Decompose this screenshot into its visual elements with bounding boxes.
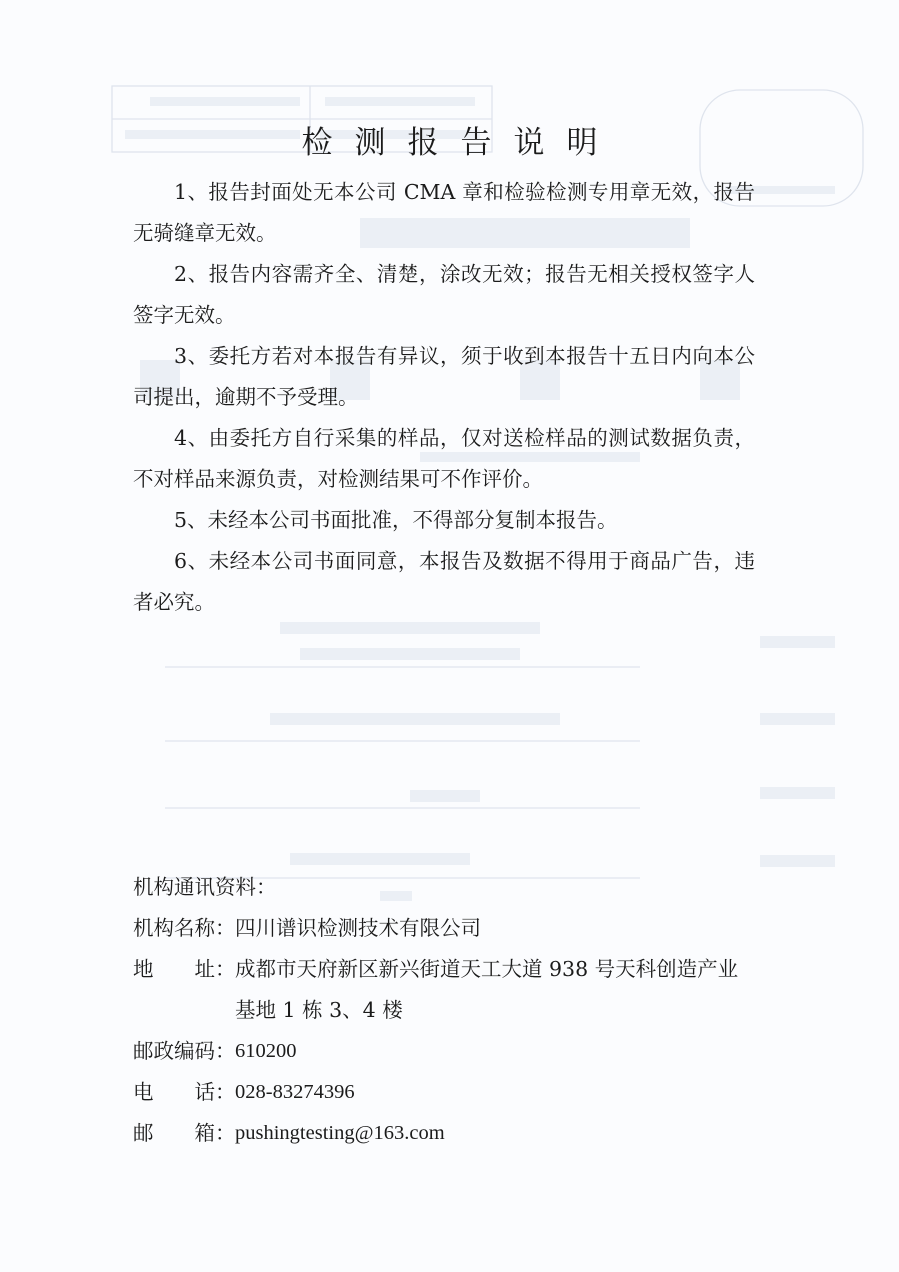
contact-heading: 机构通讯资料： bbox=[133, 875, 277, 899]
note-item-4 bbox=[133, 418, 755, 500]
contact-item-address bbox=[133, 949, 773, 1031]
contact-separator: ： bbox=[215, 1080, 236, 1104]
note-line: 1、报告封面处无本公司 CMA 章和检验检测专用章无效，报告 bbox=[174, 180, 755, 204]
note-line: 者必究。 bbox=[133, 590, 215, 614]
contact-separator: ： bbox=[215, 1039, 236, 1063]
note-line: 6、未经本公司书面同意，本报告及数据不得用于商品广告，违 bbox=[174, 549, 755, 573]
note-line: 4、由委托方自行采集的样品，仅对送检样品的测试数据负责， bbox=[174, 426, 755, 450]
page-title: 检测报告说明 bbox=[301, 125, 620, 161]
contact-label: 电话 bbox=[133, 1080, 215, 1104]
note-item-5 bbox=[133, 500, 755, 541]
note-item-3 bbox=[133, 336, 755, 418]
contact-separator: ： bbox=[215, 1121, 236, 1145]
contact-label: 机构名称 bbox=[133, 916, 215, 940]
note-line: 5、未经本公司书面批准，不得部分复制本报告。 bbox=[174, 508, 618, 532]
contact-value bbox=[235, 1072, 355, 1113]
note-line: 3、委托方若对本报告有异议，须于收到本报告十五日内向本公 bbox=[174, 344, 755, 368]
contact-value bbox=[235, 949, 738, 1031]
note-item-1 bbox=[133, 172, 755, 254]
note-line: 不对样品来源负责，对检测结果可不作评价。 bbox=[133, 467, 543, 491]
contact-value-line: 成都市天府新区新兴街道天工大道 938 号天科创造产业 bbox=[235, 957, 739, 981]
contact-item-phone bbox=[133, 1072, 773, 1113]
contact-label: 邮政编码 bbox=[133, 1039, 215, 1063]
note-line: 签字无效。 bbox=[133, 303, 236, 327]
notes-list bbox=[133, 172, 755, 623]
contact-value-line: pushingtesting@163.com bbox=[235, 1122, 445, 1144]
contact-value-line: 四川谱识检测技术有限公司 bbox=[235, 916, 481, 940]
contact-value bbox=[235, 1113, 445, 1154]
contact-value-line: 028-83274396 bbox=[235, 1081, 355, 1103]
contact-item-postcode bbox=[133, 1031, 773, 1072]
note-line: 2、报告内容需齐全、清楚，涂改无效；报告无相关授权签字人 bbox=[174, 262, 755, 286]
contact-separator: ： bbox=[215, 957, 236, 981]
contact-section bbox=[133, 867, 773, 1154]
contact-value bbox=[235, 908, 481, 949]
contact-value-line: 610200 bbox=[235, 1040, 297, 1062]
contact-item-email bbox=[133, 1113, 773, 1154]
contact-item-organization bbox=[133, 908, 773, 949]
contact-separator: ： bbox=[215, 916, 236, 940]
note-item-6 bbox=[133, 541, 755, 623]
contact-label: 邮箱 bbox=[133, 1121, 215, 1145]
bleed-through-info-table bbox=[165, 622, 835, 901]
contact-value bbox=[235, 1031, 297, 1072]
contact-value-line: 基地 1 栋 3、4 楼 bbox=[235, 998, 403, 1022]
note-line: 司提出，逾期不予受理。 bbox=[133, 385, 359, 409]
note-line: 无骑缝章无效。 bbox=[133, 221, 277, 245]
contact-label: 地址 bbox=[133, 957, 215, 981]
note-item-2 bbox=[133, 254, 755, 336]
